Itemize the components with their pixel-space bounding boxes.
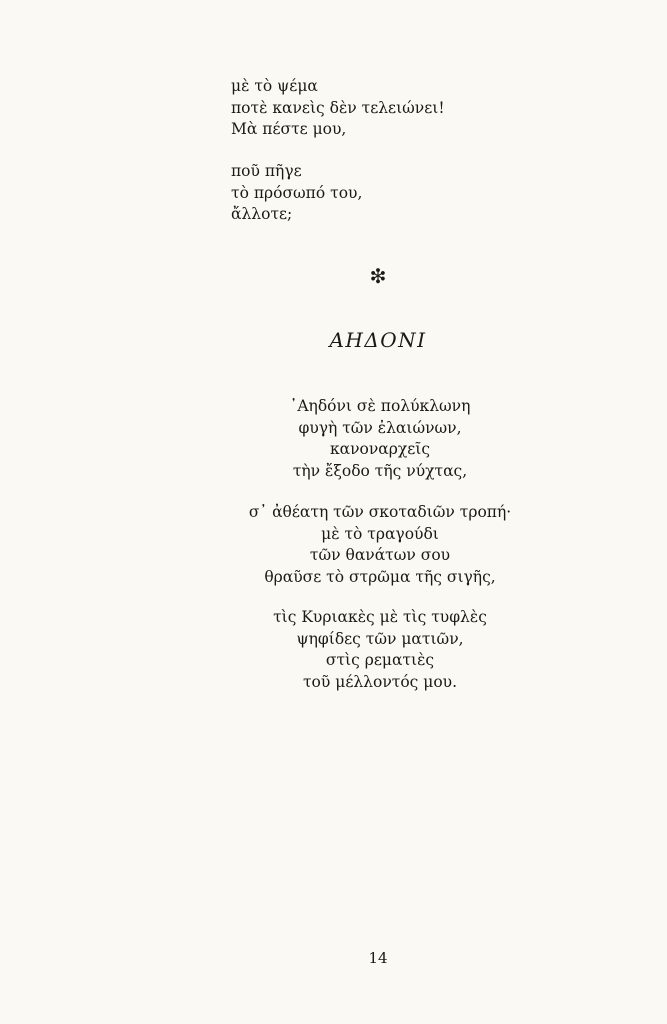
verse-line: ποτὲ κανεὶς δὲν τελειώνει! [231,98,445,117]
verse-line: τὴν ἔξοδο τῆς νύχτας, [292,461,468,480]
verse-line: μὲ τὸ ψέμα [231,77,318,95]
verse-line: μὲ τὸ τραγούδι [321,524,439,543]
verse-line: τῶν θανάτων σου [309,546,451,564]
verse-line: τὸ πρόσωπό του, [231,183,363,202]
page-number: 14 [368,949,388,967]
verse-line: κανοναρχεῖς [329,440,431,458]
poem-stanza-3 [0,607,667,693]
verse-line: φυγὴ τῶν ἐλαιώνων, [298,418,462,437]
continuation-stanza-2 [231,161,362,226]
verse-line: θραῦσε τὸ στρῶμα τῆς σιγῆς, [264,567,496,586]
verse-line: Μὰ πέστε μου, [231,120,347,138]
verse-line: ἄλλοτε; [231,205,293,223]
verse-line: ψηφίδες τῶν ματιῶν, [296,629,464,648]
verse-line: σ᾿ ἀθέατη τῶν σκοταδιῶν τροπή· [248,503,512,521]
poem-stanza-2 [0,502,667,588]
continuation-stanza-1 [231,76,445,141]
verse-line: στὶς ρεματιὲς [325,651,435,669]
verse-line: ᾿Αηδόνι σὲ πολύκλωνη [289,397,471,415]
verse-line: τοῦ μέλλοντός μου. [302,672,458,691]
asterisk-ornament-icon: ❇ [369,264,387,288]
poem-stanza-1 [0,396,667,482]
verse-line: τὶς Κυριακὲς μὲ τὶς τυφλὲς [273,608,487,626]
poem-title: ΑΗΔΟΝΙ [329,328,427,352]
verse-line: ποῦ πῆγε [231,162,302,180]
